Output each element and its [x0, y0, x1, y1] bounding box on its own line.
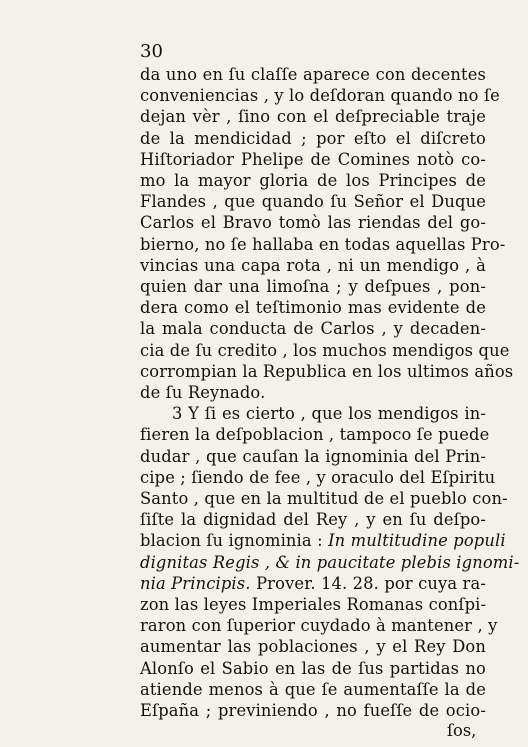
- text-line: Hiſtoriador Phelipe de Comines notò co-: [140, 149, 486, 169]
- text-line: raron con ſuperior cuydado à mantener , y: [140, 616, 498, 636]
- latin-quote: In multitudine populi: [328, 531, 506, 551]
- text-line: dejan vèr , ſino con el deſpreciable traje: [140, 107, 486, 127]
- text-line: de ſu Reynado.: [140, 383, 266, 402]
- latin-quote-line: dignitas Regis , & in paucitate plebis ignomi-: [140, 552, 520, 572]
- text-line: de la mendicidad ; por eſto el diſcreto: [140, 128, 486, 148]
- latin-quote: nia Principis.: [140, 573, 251, 593]
- text-line: mo la mayor gloria de los Principes de: [140, 171, 486, 190]
- paragraph-3-first-line: 3 Y ſi es cierto , que los mendigos in-: [172, 404, 486, 424]
- text-line: vincias una capa rota , ni un mendigo , à: [140, 255, 486, 275]
- text-line: fieren la deſpoblacion , tampoco ſe puede: [140, 425, 490, 445]
- text-line: aumentar las poblaciones , y el Rey Don: [140, 637, 486, 657]
- text-line: dudar , que cauſan la ignominia del Prin-: [140, 446, 486, 466]
- text-line: ſiſte la dignidad del Rey , y en ſu deſpo-: [140, 510, 486, 530]
- text-segment: blacion ſu ignominia :: [140, 531, 323, 551]
- text-line: dera como el teſtimonio mas evidente de: [140, 298, 486, 318]
- text-line: corrompian la Republica en los ultimos años: [140, 361, 514, 381]
- text-line: conveniencias , y lo deſdoran quando no ſe: [140, 86, 500, 106]
- text-line: Flandes , que quando ſu Señor el Duque: [140, 192, 486, 212]
- text-line: cipe ; ſiendo de fee , y oraculo del Eſpiritu: [140, 467, 496, 487]
- text-line: da uno en ſu claſſe aparece con decentes: [140, 65, 486, 84]
- catchword: ſos,: [447, 721, 477, 740]
- text-line: cia de ſu credito , los muchos mendigos que: [140, 340, 510, 360]
- text-line-with-latin: [140, 530, 506, 552]
- text-line: bierno, no ſe hallaba en todas aquellas Pro-: [140, 234, 506, 254]
- text-line: Santo , que en la multitud de el pueblo con-: [140, 489, 508, 508]
- text-line: Carlos el Bravo tomò las riendas del go-: [140, 213, 486, 233]
- text-line: atiende menos à que ſe aumentaſſe la de: [140, 679, 486, 699]
- text-line: Eſpaña ; previniendo , no fueſſe de ocio-: [140, 701, 486, 720]
- text-line: zon las leyes Imperiales Romanas conſpi-: [140, 595, 487, 614]
- text-line-with-latin: [140, 573, 486, 595]
- text-line: quien dar una limoſna ; y deſpues , pon-: [140, 277, 486, 296]
- text-line: la mala conducta de Carlos , y decaden-: [140, 319, 486, 339]
- text-line: Alonſo el Sabio en las de ſus partidas no: [140, 658, 486, 678]
- citation-text: Prover. 14. 28. por cuya ra-: [256, 573, 486, 593]
- page-number: 30: [140, 41, 163, 62]
